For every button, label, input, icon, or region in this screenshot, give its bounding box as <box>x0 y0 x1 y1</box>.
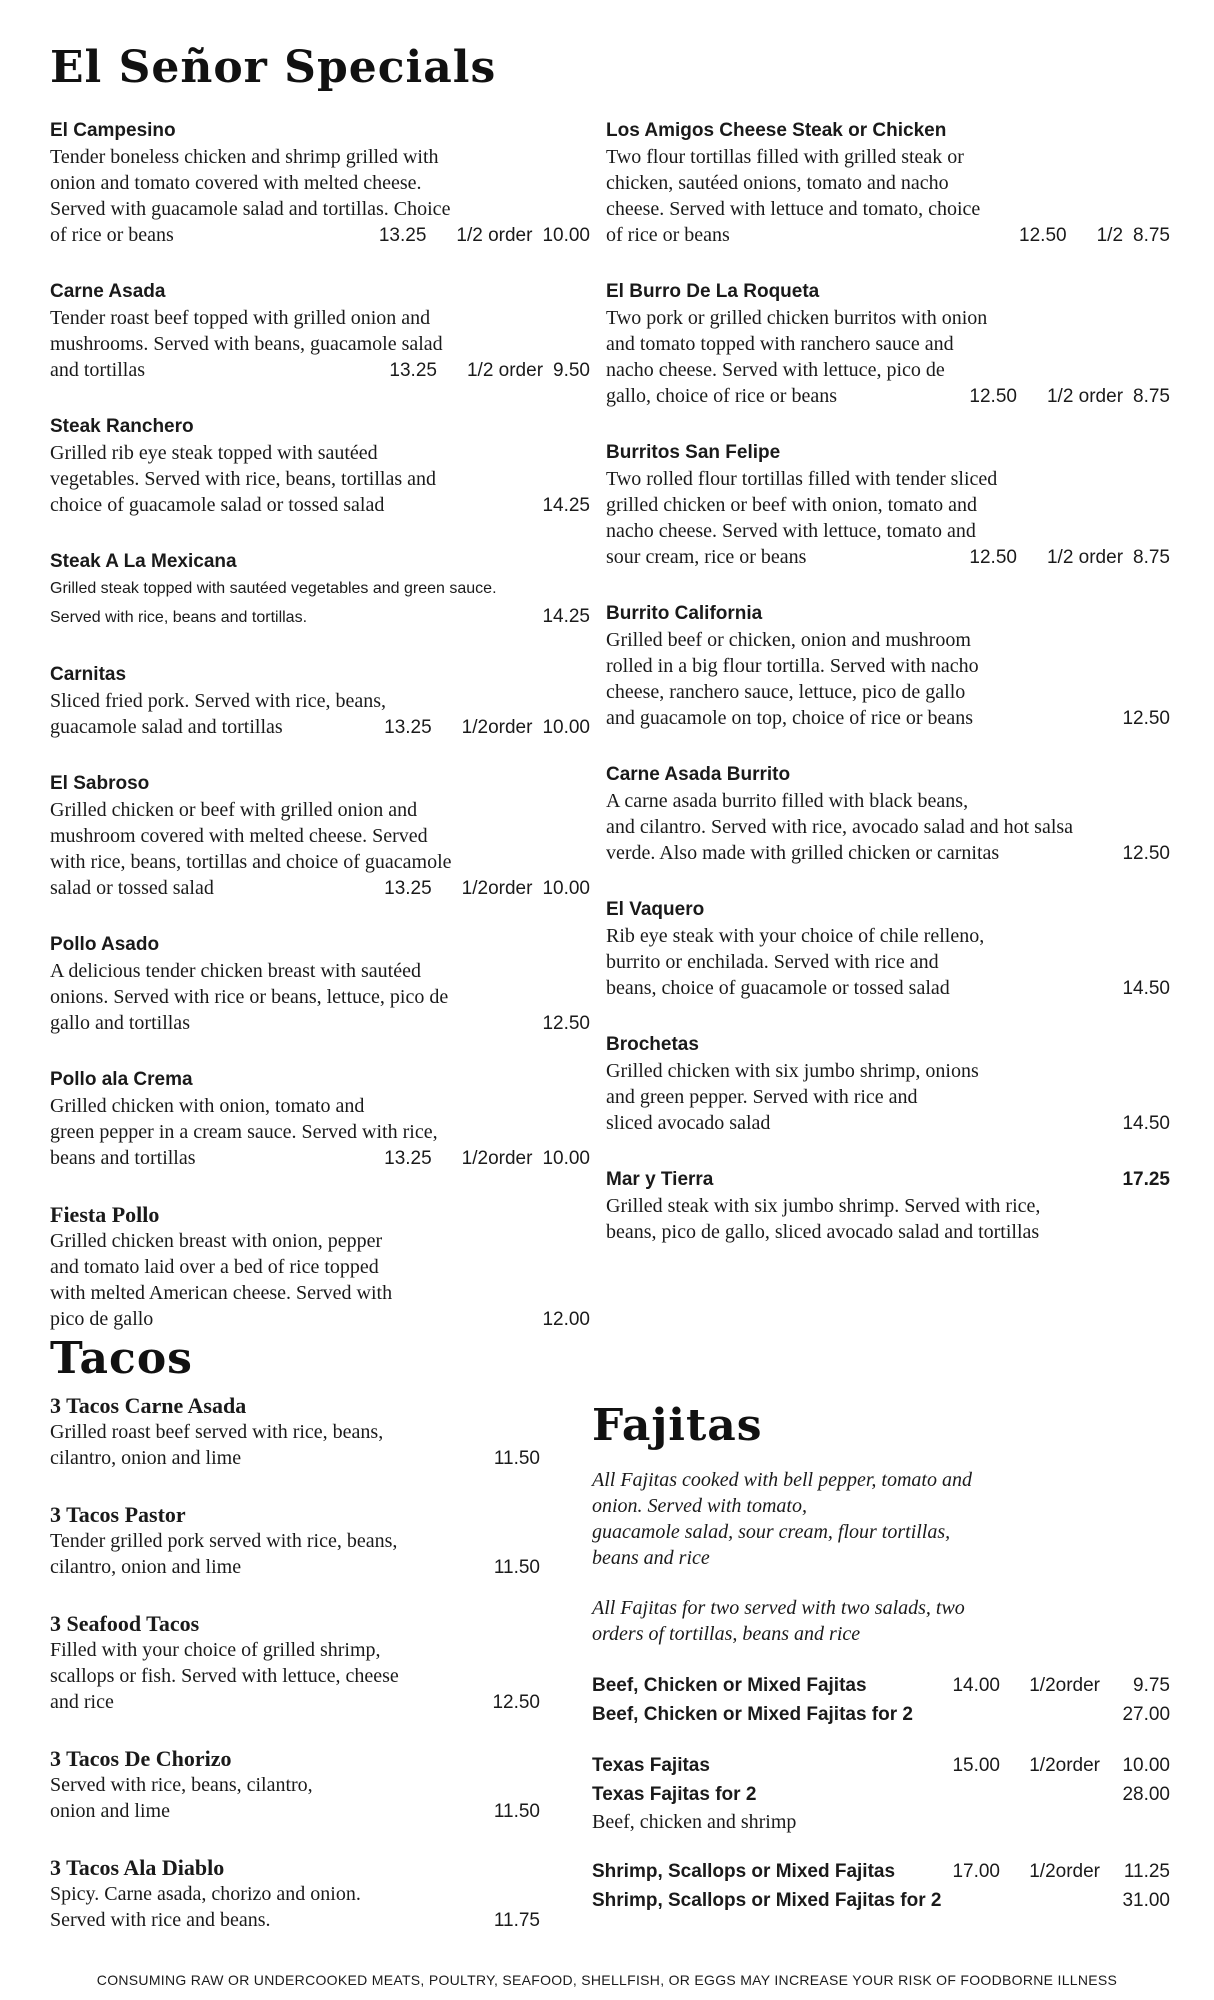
description-line: vegetables. Served with rice, beans, tortillas and <box>50 468 436 490</box>
description-line: Grilled steak with six jumbo shrimp. Served with rice, <box>606 1195 1041 1217</box>
menu-item <box>606 1032 1170 1137</box>
fajita-half-price: 10.00 <box>1122 1755 1170 1776</box>
item-price: 11.50 <box>493 1448 540 1469</box>
tacos-column <box>50 1393 540 1964</box>
price-line <box>606 383 1170 410</box>
item-price: 12.50 <box>542 1013 590 1034</box>
menu-item <box>50 1067 590 1172</box>
item-price: 12.50 <box>969 547 1017 568</box>
intro-line: onion. Served with tomato, <box>592 1495 807 1517</box>
price-line <box>50 1798 540 1825</box>
description-line: of rice or beans <box>50 224 174 246</box>
half-order-price: 10.00 <box>542 717 590 738</box>
description-line: A delicious tender chicken breast with sautéed <box>50 960 421 982</box>
half-order-price: 10.00 <box>542 225 590 246</box>
menu-item <box>606 279 1170 410</box>
item-name-text: 3 Seafood Tacos <box>50 1611 200 1636</box>
fajitas-intro <box>592 1467 1170 1571</box>
fajita-row <box>592 1700 1170 1729</box>
price-line <box>606 975 1170 1002</box>
item-price: 12.50 <box>1019 225 1067 246</box>
item-price: 14.25 <box>542 495 590 516</box>
item-description <box>606 923 1170 1002</box>
item-description <box>50 440 590 519</box>
item-name <box>50 1855 540 1881</box>
item-name-text: El Vaquero <box>606 899 705 920</box>
description-line: Grilled steak topped with sautéed vegetables and green sauce. <box>50 580 497 597</box>
item-name-text: Burritos San Felipe <box>606 442 781 463</box>
description-line: verde. Also made with grilled chicken or carnitas <box>606 842 1000 864</box>
description-line: beans and tortillas <box>50 1147 196 1169</box>
half-order-price: 8.75 <box>1133 547 1170 568</box>
item-description <box>606 144 1170 249</box>
description-line: and cilantro. Served with rice, avocado salad and hot salsa <box>606 816 1074 838</box>
item-name <box>606 601 1170 627</box>
description-line: onions. Served with rice or beans, lettuce, pico de <box>50 986 449 1008</box>
price-line <box>606 544 1170 571</box>
item-name <box>606 279 1170 305</box>
description-line: beans, choice of guacamole or tossed salad <box>606 977 950 999</box>
description-line: beans, pico de gallo, sliced avocado salad and tortillas <box>606 1221 1040 1243</box>
item-description <box>50 1772 540 1825</box>
half-order-price: 10.00 <box>542 1148 590 1169</box>
item-name <box>606 1167 1170 1193</box>
fajitas-intro-for-two <box>592 1595 1170 1647</box>
half-order-label: 1/2order <box>1029 1755 1100 1776</box>
item-price: 12.50 <box>969 386 1017 407</box>
fajita-half-price: 27.00 <box>1122 1704 1171 1725</box>
item-description <box>606 1058 1170 1137</box>
description-line: with rice, beans, tortillas and choice of guacamole <box>50 851 452 873</box>
description-line: of rice or beans <box>606 224 730 246</box>
description-line: mushrooms. Served with beans, guacamole salad <box>50 333 443 355</box>
fajitas-section <box>592 1400 1170 1937</box>
price-line <box>50 875 590 902</box>
price-line <box>606 840 1170 867</box>
item-description <box>606 627 1170 732</box>
half-order-label: 1/2order <box>1029 1861 1100 1882</box>
item-price: 12.50 <box>1122 843 1170 864</box>
description-line: cheese. Served with lettuce and tomato, choice <box>606 198 981 220</box>
description-line: onion and lime <box>50 1800 170 1822</box>
description-line: cheese, ranchero sauce, lettuce, pico de gallo <box>606 681 966 703</box>
item-price: 13.25 <box>384 1148 432 1169</box>
description-line: mushroom covered with melted cheese. Served <box>50 825 428 847</box>
item-name-text: 3 Tacos Ala Diablo <box>50 1855 225 1880</box>
item-description <box>50 1228 590 1333</box>
item-price: 14.50 <box>1122 978 1170 999</box>
description-line: pico de gallo <box>50 1308 154 1330</box>
description-line: burrito or enchilada. Served with rice and <box>606 951 939 973</box>
item-name <box>50 1502 540 1528</box>
half-order-price: 8.75 <box>1133 386 1170 407</box>
description-line: grilled chicken or beef with onion, tomato and <box>606 494 978 516</box>
item-description <box>50 958 590 1037</box>
item-name <box>50 414 590 440</box>
fajita-price: 15.00 <box>952 1755 1000 1776</box>
description-line: Tender grilled pork served with rice, beans, <box>50 1530 398 1552</box>
fajita-name: Texas Fajitas for 2 <box>592 1784 757 1805</box>
fajita-row <box>592 1780 1170 1809</box>
half-order-label: 1/2order <box>461 717 533 738</box>
item-name-text: Steak Ranchero <box>50 416 194 437</box>
description-line: and tortillas <box>50 359 145 381</box>
price-line <box>50 222 590 249</box>
price-line <box>50 1907 540 1934</box>
item-name-text: Carne Asada Burrito <box>606 764 791 785</box>
description-line: rolled in a big flour tortilla. Served with nacho <box>606 655 979 677</box>
item-description <box>50 1419 540 1472</box>
description-line: chicken, sautéed onions, tomato and nacho <box>606 172 949 194</box>
menu-item <box>50 1393 540 1472</box>
half-order-label: 1/2order <box>461 878 533 899</box>
item-name-text: Carne Asada <box>50 281 166 302</box>
item-price: 13.25 <box>384 878 432 899</box>
description-line: Grilled chicken with onion, tomato and <box>50 1095 365 1117</box>
fajita-half-price: 28.00 <box>1122 1784 1170 1805</box>
intro-line: orders of tortillas, beans and rice <box>592 1623 861 1645</box>
price-line <box>50 1689 540 1716</box>
item-name-text: El Sabroso <box>50 773 150 794</box>
item-description <box>50 575 590 632</box>
fajita-row <box>592 1671 1170 1700</box>
description-line: guacamole salad and tortillas <box>50 716 283 738</box>
price-line <box>50 1445 540 1472</box>
half-order-label: 1/2 order <box>1046 547 1124 568</box>
description-line: cilantro, onion and lime <box>50 1447 242 1469</box>
item-price: 14.25 <box>542 606 590 627</box>
description-line: and tomato laid over a bed of rice topped <box>50 1256 379 1278</box>
description-line: choice of guacamole salad or tossed salad <box>50 494 385 516</box>
item-price: 12.50 <box>1122 708 1170 729</box>
item-name <box>606 1032 1170 1058</box>
price-line <box>50 492 590 519</box>
tacos-title: Tacos <box>50 1333 193 1384</box>
specials-left-column <box>50 118 590 1363</box>
item-description <box>606 305 1170 410</box>
description-line: gallo, choice of rice or beans <box>606 385 838 407</box>
item-name <box>50 932 590 958</box>
description-line: onion and tomato covered with melted cheese. <box>50 172 422 194</box>
item-description <box>50 1637 540 1716</box>
menu-item <box>606 1167 1170 1245</box>
specials-right-column <box>606 118 1170 1275</box>
fajita-name: Shrimp, Scallops or Mixed Fajitas <box>592 1861 896 1882</box>
price-line <box>50 603 590 632</box>
description-line: Filled with your choice of grilled shrimp, <box>50 1639 381 1661</box>
item-price: 17.25 <box>1122 1169 1170 1190</box>
item-price: 13.25 <box>384 717 432 738</box>
description-line: cilantro, onion and lime <box>50 1556 242 1578</box>
item-name-text: Mar y Tierra <box>606 1169 714 1190</box>
item-name <box>606 118 1170 144</box>
item-name-text: Pollo Asado <box>50 934 160 955</box>
price-line <box>606 222 1170 249</box>
description-line: Served with rice, beans and tortillas. <box>50 609 308 626</box>
menu-item <box>606 897 1170 1002</box>
specials-title: El Señor Specials <box>50 42 497 93</box>
description-line: sour cream, rice or beans <box>606 546 807 568</box>
menu-item <box>606 762 1170 867</box>
price-line <box>50 1554 540 1581</box>
item-name-text: 3 Tacos De Chorizo <box>50 1746 232 1771</box>
fajita-half-price: 11.25 <box>1123 1861 1170 1882</box>
item-price: 11.50 <box>493 1557 540 1578</box>
item-name-text: El Burro De La Roqueta <box>606 281 820 302</box>
description-line: nacho cheese. Served with lettuce, tomato and <box>606 520 976 542</box>
description-line: nacho cheese. Served with lettuce, pico de <box>606 359 945 381</box>
menu-item <box>50 1746 540 1825</box>
item-price: 11.75 <box>493 1910 540 1931</box>
fajita-row <box>592 1751 1170 1780</box>
description-line: Grilled chicken breast with onion, pepper <box>50 1230 383 1252</box>
menu-item <box>50 932 590 1037</box>
fajita-half-price: 9.75 <box>1133 1675 1170 1696</box>
fajita-group <box>592 1857 1170 1915</box>
fajitas-title: Fajitas <box>592 1400 763 1451</box>
fajita-row <box>592 1886 1170 1915</box>
item-name <box>50 549 590 575</box>
description-line: and rice <box>50 1691 114 1713</box>
fajitas-price-list <box>592 1671 1170 1915</box>
item-price: 14.50 <box>1122 1113 1170 1134</box>
price-line <box>50 1010 590 1037</box>
fajita-group <box>592 1671 1170 1729</box>
description-line: salad or tossed salad <box>50 877 214 899</box>
half-order-price: 9.50 <box>553 360 590 381</box>
fajita-price: 17.00 <box>952 1861 1000 1882</box>
item-name-text: 3 Tacos Carne Asada <box>50 1393 247 1418</box>
item-name-text: Pollo ala Crema <box>50 1069 193 1090</box>
description-line: Served with rice, beans, cilantro, <box>50 1774 313 1796</box>
menu-item <box>606 118 1170 249</box>
item-description <box>50 1528 540 1581</box>
fajita-name: Beef, Chicken or Mixed Fajitas for 2 <box>592 1704 913 1725</box>
fajita-group <box>592 1751 1170 1835</box>
item-price: 13.25 <box>378 225 427 246</box>
food-safety-disclaimer: CONSUMING RAW OR UNDERCOOKED MEATS, POULTRY, SEAFOOD, SHELLFISH, OR EGGS MAY INCREASE YOUR RISK OF FOODBORNE ILLNESS <box>96 1972 1118 1988</box>
menu-item <box>50 1202 590 1333</box>
description-line: Sliced fried pork. Served with rice, beans, <box>50 690 387 712</box>
description-line: Two pork or grilled chicken burritos with onion <box>606 307 988 329</box>
fajita-name: Texas Fajitas <box>592 1755 710 1776</box>
item-name <box>50 1202 590 1228</box>
description-line: Grilled chicken with six jumbo shrimp, onions <box>606 1060 979 1082</box>
description-line: Served with rice and beans. <box>50 1909 271 1931</box>
item-name-text: 3 Tacos Pastor <box>50 1502 186 1527</box>
menu-item <box>50 1855 540 1934</box>
item-description <box>50 1093 590 1172</box>
menu-item <box>50 549 590 632</box>
description-line: Rib eye steak with your choice of chile relleno, <box>606 925 985 947</box>
half-order-label: 1/2order <box>461 1148 533 1169</box>
half-order-price: 8.75 <box>1133 225 1170 246</box>
description-line: Grilled roast beef served with rice, beans, <box>50 1421 384 1443</box>
item-name <box>50 662 590 688</box>
item-description <box>606 1193 1170 1245</box>
description-line: with melted American cheese. Served with <box>50 1282 393 1304</box>
description-line: Grilled rib eye steak topped with sautéed <box>50 442 378 464</box>
half-order-label: 1/2 order <box>1046 386 1124 407</box>
menu-item <box>50 118 590 249</box>
description-line: Two flour tortillas filled with grilled steak or <box>606 146 964 168</box>
fajita-name: Shrimp, Scallops or Mixed Fajitas for 2 <box>592 1890 942 1911</box>
item-name <box>50 771 590 797</box>
fajita-row <box>592 1857 1170 1886</box>
item-name-text: Brochetas <box>606 1034 699 1055</box>
menu-item <box>50 279 590 384</box>
menu-item <box>50 414 590 519</box>
item-description <box>50 797 590 902</box>
price-line <box>50 357 590 384</box>
item-description <box>606 788 1170 867</box>
fajita-name: Beef, Chicken or Mixed Fajitas <box>592 1675 867 1696</box>
intro-line: All Fajitas cooked with bell pepper, tomato and <box>592 1469 972 1491</box>
item-name-text: El Campesino <box>50 120 176 141</box>
description-line: sliced avocado salad <box>606 1112 771 1134</box>
item-price: 11.50 <box>493 1801 540 1822</box>
description-line: Spicy. Carne asada, chorizo and onion. <box>50 1883 361 1905</box>
item-description <box>606 466 1170 571</box>
item-name-text: Carnitas <box>50 664 127 685</box>
item-name <box>606 897 1170 923</box>
menu-item <box>50 1611 540 1716</box>
fajita-subtitle: Beef, chicken and shrimp <box>592 1811 797 1833</box>
item-name-text: Los Amigos Cheese Steak or Chicken <box>606 120 947 141</box>
item-name <box>606 762 1170 788</box>
description-line: Tender boneless chicken and shrimp grilled with <box>50 146 439 168</box>
price-line <box>50 714 590 741</box>
description-line: A carne asada burrito filled with black beans, <box>606 790 969 812</box>
item-price: 12.00 <box>542 1309 590 1330</box>
half-order-price: 10.00 <box>542 878 590 899</box>
description-line: Grilled chicken or beef with grilled onion and <box>50 799 418 821</box>
menu-item <box>606 601 1170 732</box>
item-name <box>50 1746 540 1772</box>
menu-item <box>50 771 590 902</box>
fajita-half-price: 31.00 <box>1122 1890 1170 1911</box>
description-line: Served with guacamole salad and tortillas. Choice <box>50 198 451 220</box>
half-order-label: 1/2order <box>1029 1675 1100 1696</box>
item-name <box>50 1067 590 1093</box>
item-description <box>50 144 590 249</box>
intro-line: beans and rice <box>592 1547 710 1569</box>
description-line: green pepper in a cream sauce. Served with rice, <box>50 1121 438 1143</box>
item-description <box>50 1881 540 1934</box>
description-line: Grilled beef or chicken, onion and mushroom <box>606 629 971 651</box>
price-line <box>50 1306 590 1333</box>
item-name <box>50 1393 540 1419</box>
menu-item <box>50 662 590 741</box>
description-line: Tender roast beef topped with grilled onion and <box>50 307 431 329</box>
menu-item <box>606 440 1170 571</box>
description-line: and tomato topped with ranchero sauce and <box>606 333 954 355</box>
description-line: and green pepper. Served with rice and <box>606 1086 918 1108</box>
item-name <box>50 118 590 144</box>
price-line <box>50 1145 590 1172</box>
description-line: Two rolled flour tortillas filled with tender sliced <box>606 468 998 490</box>
item-name-text: Burrito California <box>606 603 763 624</box>
price-line <box>606 1110 1170 1137</box>
half-order-label: 1/2 order <box>466 360 544 381</box>
description-line: gallo and tortillas <box>50 1012 190 1034</box>
item-name <box>50 1611 540 1637</box>
description-line: scallops or fish. Served with lettuce, cheese <box>50 1665 399 1687</box>
item-description <box>50 688 590 741</box>
item-name <box>50 279 590 305</box>
half-order-label: 1/2 <box>1096 225 1124 246</box>
item-name-text: Fiesta Pollo <box>50 1202 160 1227</box>
item-name <box>606 440 1170 466</box>
description-line: and guacamole on top, choice of rice or beans <box>606 707 974 729</box>
item-name-text: Steak A La Mexicana <box>50 551 237 572</box>
price-line <box>606 705 1170 732</box>
intro-line: guacamole salad, sour cream, flour tortillas, <box>592 1521 951 1543</box>
item-price: 13.25 <box>389 360 437 381</box>
fajita-price: 14.00 <box>952 1675 1000 1696</box>
item-price: 12.50 <box>492 1692 540 1713</box>
item-description <box>50 305 590 384</box>
intro-line: All Fajitas for two served with two salads, two <box>592 1597 965 1619</box>
menu-item <box>50 1502 540 1581</box>
half-order-label: 1/2 order <box>456 225 533 246</box>
